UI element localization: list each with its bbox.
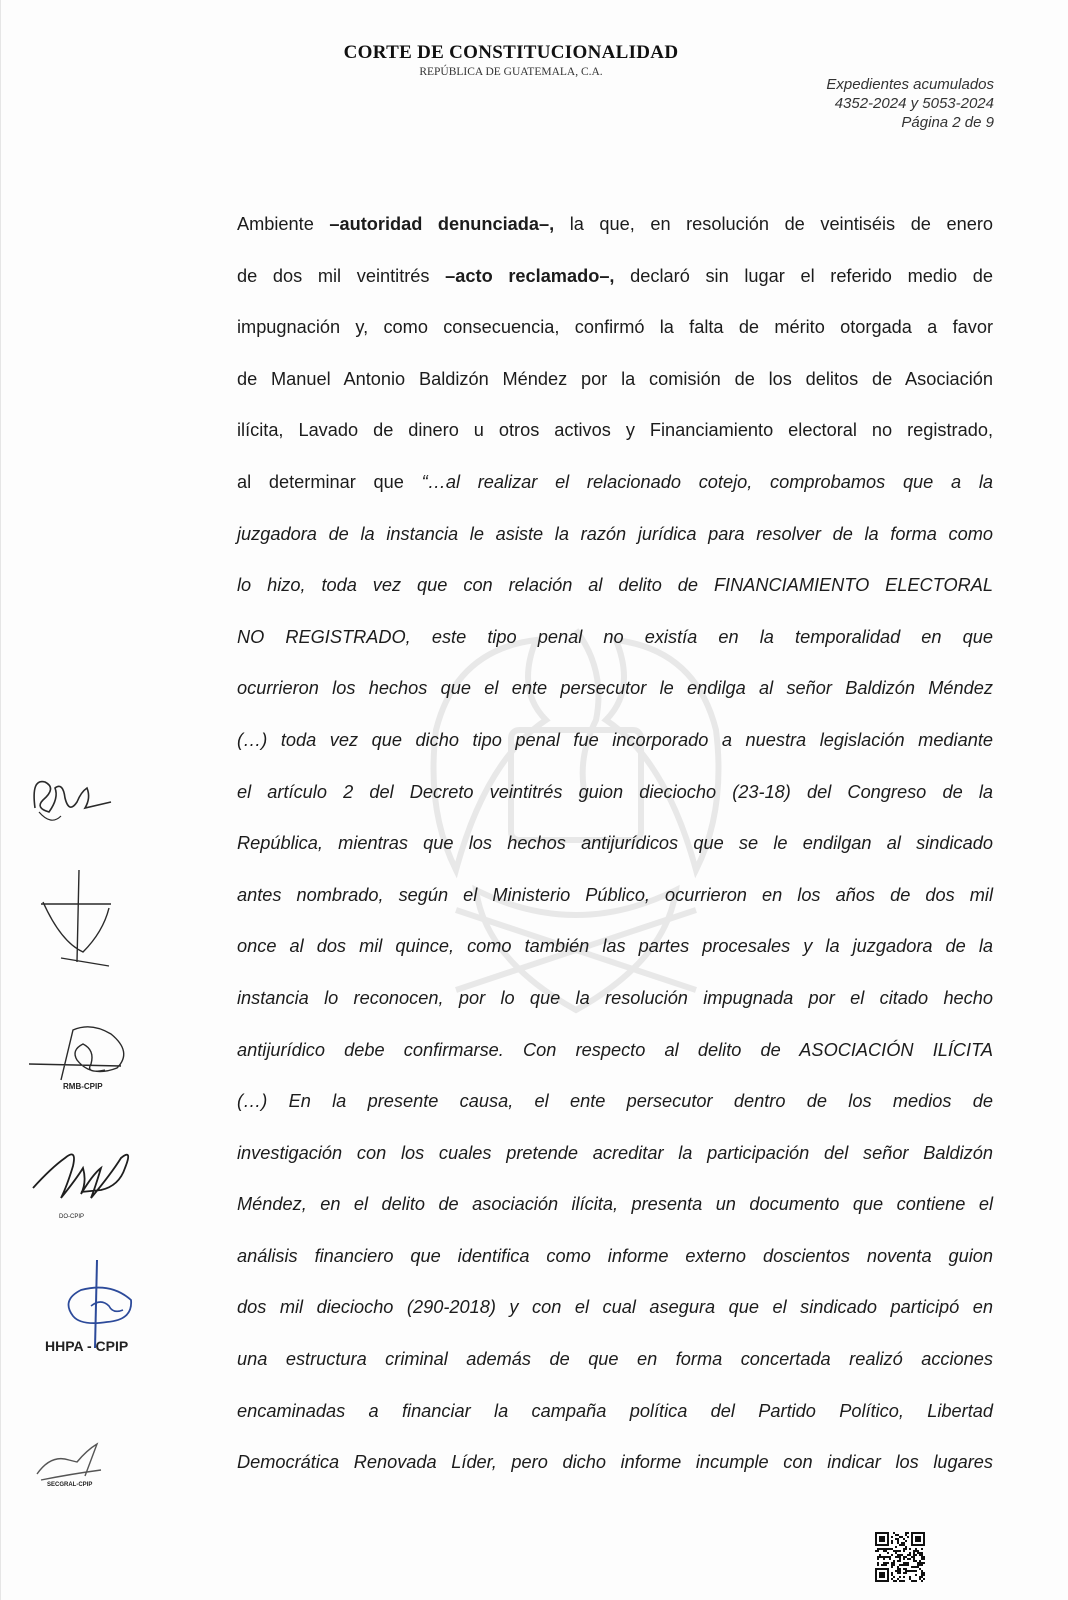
- signature-3-icon: [21, 1020, 141, 1090]
- signature-6: [21, 1440, 141, 1500]
- body-line: [237, 663, 993, 715]
- body-line: [237, 199, 993, 251]
- body-text-segment: NO REGISTRADO, este tipo penal no existía en la temporalidad en que: [237, 626, 993, 647]
- body-text-segment: (…) toda vez que dicho tipo penal fue incorporado a nuestra legislación mediante: [237, 729, 993, 750]
- body-text-segment: dos mil dieciocho (290-2018) y con el cual asegura que el sindicado participó en: [237, 1297, 993, 1318]
- signature-2: [21, 862, 141, 972]
- body-line: [237, 1128, 993, 1180]
- body-text-segment: de dos mil veintitrés: [237, 265, 446, 286]
- file-info-line1: Expedientes acumulados: [826, 76, 994, 93]
- signature-3: [21, 1020, 141, 1110]
- body-line: [237, 1179, 993, 1231]
- body-line: [237, 767, 993, 819]
- body-line: [237, 1437, 993, 1489]
- body-line: [237, 302, 993, 354]
- signature-5-label: HHPA - CPIP: [45, 1338, 129, 1354]
- body-text-segment: Ambiente: [237, 214, 330, 234]
- body-text-segment: investigación con los cuales pretende acreditar la participación del señor Baldizón: [237, 1142, 993, 1163]
- file-info-line2: 4352-2024 y 5053-2024: [834, 95, 994, 112]
- body-line: [237, 921, 993, 973]
- body-text-segment: –acto reclamado–,: [445, 265, 615, 286]
- signature-3-label: RMB-CPIP: [63, 1082, 103, 1091]
- file-info: [826, 75, 994, 132]
- signature-1: [21, 768, 141, 838]
- body-text-segment: Democrática Renovada Líder, pero dicho informe incumple con indicar los lugares: [237, 1452, 993, 1473]
- body-line: [237, 1076, 993, 1128]
- body-text-segment: al determinar que: [237, 471, 422, 492]
- body-line: [237, 354, 993, 406]
- body-line: [237, 973, 993, 1025]
- body-text-segment: la que, en resolución de veintiséis de enero: [554, 214, 993, 234]
- body-line: [237, 818, 993, 870]
- signature-5: [21, 1256, 141, 1366]
- signature-4-icon: [21, 1138, 141, 1213]
- body-line: [237, 612, 993, 664]
- court-name: CORTE DE CONSTITUCIONALIDAD: [343, 42, 679, 63]
- body-text-segment: –autoridad denunciada–,: [329, 214, 555, 234]
- signature-1-icon: [21, 768, 121, 838]
- body-text-segment: (…) En la presente causa, el ente persecutor dentro de los medios de: [237, 1091, 993, 1112]
- page-number: Página 2 de 9: [901, 114, 994, 131]
- body-text-segment: ilícita, Lavado de dinero u otros activos y Financiamiento electoral no registrado,: [237, 420, 993, 441]
- body-line: [237, 1282, 993, 1334]
- body-text-segment: juzgadora de la instancia le asiste la razón jurídica para resolver de la forma como: [237, 523, 993, 544]
- signature-6-label: SECGRAL-CPIP: [47, 1482, 93, 1488]
- document-body: [237, 199, 993, 1489]
- signature-4: [21, 1138, 141, 1228]
- body-line: [237, 405, 993, 457]
- body-text-segment: impugnación y, como consecuencia, confirmó la falta de mérito otorgada a favor: [237, 317, 993, 338]
- signature-5-icon: [21, 1256, 141, 1351]
- body-text-segment: antijurídico debe confirmarse. Con respecto al delito de ASOCIACIÓN ILÍCITA: [237, 1039, 993, 1060]
- body-text-segment: antes nombrado, según el Ministerio Público, ocurrieron en los años de dos mil: [237, 884, 993, 905]
- body-text-segment: Méndez, en el delito de asociación ilícita, presenta un documento que contiene el: [237, 1194, 993, 1215]
- body-text-segment: ocurrieron los hechos que el ente persecutor le endilga al señor Baldizón Méndez: [237, 678, 993, 699]
- body-line: [237, 1334, 993, 1386]
- signature-2-icon: [21, 862, 121, 972]
- country-name: REPÚBLICA DE GUATEMALA, C.A.: [419, 66, 603, 78]
- body-text-segment: “…al realizar el relacionado cotejo, comprobamos que a la: [421, 471, 993, 492]
- body-text-segment: análisis financiero que identifica como informe externo doscientos noventa guion: [237, 1245, 993, 1266]
- body-line: [237, 1231, 993, 1283]
- body-text-segment: una estructura criminal además de que en forma concertada realizó acciones: [237, 1349, 993, 1370]
- body-text-segment: once al dos mil quince, como también las partes procesales y la juzgadora de la: [237, 936, 993, 957]
- body-line: [237, 715, 993, 767]
- body-line: [237, 1386, 993, 1438]
- body-line: [237, 870, 993, 922]
- body-text-segment: el artículo 2 del Decreto veintitrés guion dieciocho (23-18) del Congreso de la: [237, 781, 993, 802]
- signature-4-label: DO-CPIP: [59, 1214, 85, 1220]
- body-line: [237, 457, 993, 509]
- qr-code-icon[interactable]: [875, 1532, 925, 1582]
- body-line: [237, 1025, 993, 1077]
- body-text-segment: República, mientras que los hechos antijurídicos que se le endilgan al sindicado: [237, 833, 993, 854]
- body-text-segment: instancia lo reconocen, por lo que la resolución impugnada por el citado hecho: [237, 987, 993, 1008]
- body-text-segment: de Manuel Antonio Baldizón Méndez por la comisión de los delitos de Asociación: [237, 368, 993, 389]
- body-text-segment: declaró sin lugar el referido medio de: [614, 265, 993, 286]
- body-line: [237, 509, 993, 561]
- body-line: [237, 560, 993, 612]
- body-text-segment: lo hizo, toda vez que con relación al delito de FINANCIAMIENTO ELECTORAL: [237, 575, 993, 596]
- body-line: [237, 251, 993, 303]
- body-text-segment: encaminadas a financiar la campaña política del Partido Político, Libertad: [237, 1400, 993, 1421]
